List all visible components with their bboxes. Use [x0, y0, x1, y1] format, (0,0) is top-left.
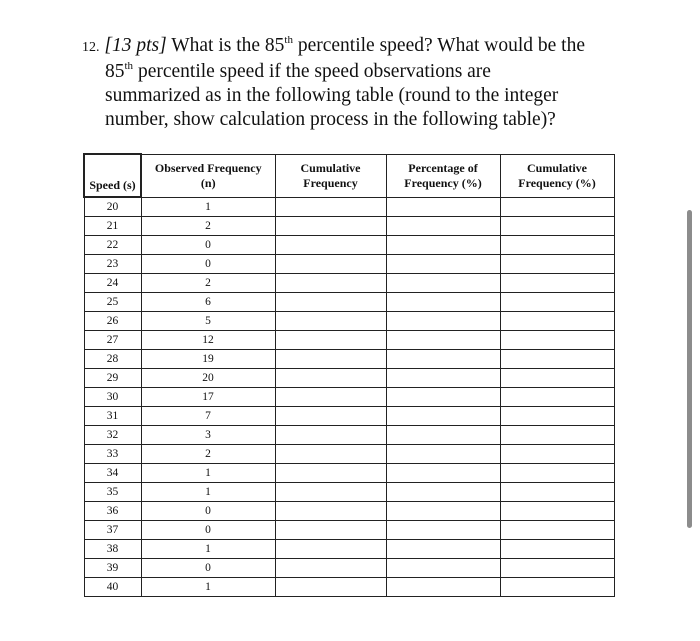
table-row [84, 255, 614, 274]
table-row [84, 559, 614, 578]
cell-observed-frequency: 1 [141, 464, 275, 483]
cell-observed-frequency: 1 [141, 197, 275, 217]
cell-speed: 20 [84, 197, 141, 217]
cell-cumulative-percentage[interactable] [500, 540, 614, 559]
cell-cumulative-frequency[interactable] [275, 293, 386, 312]
cell-percentage-frequency[interactable] [386, 426, 500, 445]
question-line-1-rest: percentile speed? What would be the [292, 35, 585, 56]
cell-cumulative-frequency[interactable] [275, 331, 386, 350]
cell-cumulative-percentage[interactable] [500, 197, 614, 217]
cell-speed: 25 [84, 293, 141, 312]
cell-observed-frequency: 0 [141, 236, 275, 255]
cell-cumulative-percentage[interactable] [500, 331, 614, 350]
cell-cumulative-frequency[interactable] [275, 559, 386, 578]
table-row [84, 312, 614, 331]
cell-observed-frequency: 1 [141, 578, 275, 597]
cell-percentage-frequency[interactable] [386, 540, 500, 559]
cell-observed-frequency: 0 [141, 502, 275, 521]
table-row [84, 445, 614, 464]
table-row [84, 502, 614, 521]
cell-cumulative-percentage[interactable] [500, 578, 614, 597]
cell-cumulative-frequency[interactable] [275, 483, 386, 502]
question-line-1 [82, 34, 642, 60]
cell-observed-frequency: 0 [141, 255, 275, 274]
table-row [84, 293, 614, 312]
cell-observed-frequency: 7 [141, 407, 275, 426]
cell-observed-frequency: 3 [141, 426, 275, 445]
cell-observed-frequency: 2 [141, 217, 275, 236]
cell-percentage-frequency[interactable] [386, 217, 500, 236]
question-line-2-num: 85 [105, 61, 125, 82]
cell-observed-frequency: 19 [141, 350, 275, 369]
table-header-row [84, 154, 614, 197]
table-row [84, 197, 614, 217]
question-line-1-text: What is the 85 [166, 35, 285, 56]
header-observed-frequency [141, 154, 275, 197]
cell-cumulative-percentage[interactable] [500, 255, 614, 274]
cell-observed-frequency: 0 [141, 559, 275, 578]
cell-percentage-frequency[interactable] [386, 236, 500, 255]
cell-cumulative-frequency[interactable] [275, 540, 386, 559]
cell-observed-frequency: 2 [141, 445, 275, 464]
table-row [84, 540, 614, 559]
superscript-th-2: th [124, 59, 134, 72]
header-percentage-line1: Percentage of [408, 160, 478, 175]
cell-percentage-frequency[interactable] [386, 350, 500, 369]
cell-cumulative-percentage[interactable] [500, 369, 614, 388]
cell-percentage-frequency[interactable] [386, 388, 500, 407]
cell-cumulative-percentage[interactable] [500, 350, 614, 369]
cell-percentage-frequency[interactable] [386, 369, 500, 388]
cell-speed: 31 [84, 407, 141, 426]
cell-speed: 29 [84, 369, 141, 388]
cell-cumulative-percentage[interactable] [500, 464, 614, 483]
question-line-2 [82, 60, 642, 84]
cell-observed-frequency: 20 [141, 369, 275, 388]
cell-cumulative-percentage[interactable] [500, 483, 614, 502]
cell-cumulative-frequency[interactable] [275, 521, 386, 540]
cell-percentage-frequency[interactable] [386, 312, 500, 331]
header-speed: Speed (s) [84, 154, 141, 197]
header-observed-line1: Observed Frequency [154, 160, 262, 175]
table-row [84, 236, 614, 255]
cell-cumulative-percentage[interactable] [500, 426, 614, 445]
cell-cumulative-frequency[interactable] [275, 445, 386, 464]
cell-percentage-frequency[interactable] [386, 559, 500, 578]
cell-cumulative-percentage[interactable] [500, 274, 614, 293]
question-points: [13 pts] [104, 35, 167, 56]
question-text [82, 34, 642, 132]
cell-cumulative-frequency[interactable] [275, 312, 386, 331]
header-cumpct-line1: Cumulative [527, 160, 587, 175]
header-observed-line2: (n) [200, 175, 216, 190]
cell-speed: 32 [84, 426, 141, 445]
cell-percentage-frequency[interactable] [386, 197, 500, 217]
question-number: 12. [82, 40, 100, 55]
cell-cumulative-frequency[interactable] [275, 578, 386, 597]
cell-speed: 40 [84, 578, 141, 597]
cell-speed: 22 [84, 236, 141, 255]
cell-cumulative-percentage[interactable] [500, 236, 614, 255]
cell-speed: 28 [84, 350, 141, 369]
table-row [84, 217, 614, 236]
cell-observed-frequency: 5 [141, 312, 275, 331]
table-row [84, 483, 614, 502]
cell-cumulative-frequency[interactable] [275, 217, 386, 236]
question-line-2-text: percentile speed if the speed observations are [133, 61, 491, 82]
cell-cumulative-frequency[interactable] [275, 369, 386, 388]
header-percentage-frequency [386, 154, 500, 197]
cell-cumulative-percentage[interactable] [500, 502, 614, 521]
cell-percentage-frequency[interactable] [386, 331, 500, 350]
cell-percentage-frequency[interactable] [386, 483, 500, 502]
cell-cumulative-percentage[interactable] [500, 388, 614, 407]
cell-speed: 36 [84, 502, 141, 521]
cell-speed: 39 [84, 559, 141, 578]
cell-observed-frequency: 2 [141, 274, 275, 293]
superscript-th: th [284, 33, 293, 46]
cell-percentage-frequency[interactable] [386, 274, 500, 293]
cell-percentage-frequency[interactable] [386, 293, 500, 312]
cell-percentage-frequency[interactable] [386, 521, 500, 540]
cell-cumulative-frequency[interactable] [275, 407, 386, 426]
cell-speed: 33 [84, 445, 141, 464]
cell-speed: 21 [84, 217, 141, 236]
table-body [84, 197, 614, 597]
table-row [84, 388, 614, 407]
cell-observed-frequency: 6 [141, 293, 275, 312]
cell-cumulative-frequency[interactable] [275, 350, 386, 369]
table-row [84, 407, 614, 426]
cell-observed-frequency: 12 [141, 331, 275, 350]
cell-cumulative-percentage[interactable] [500, 312, 614, 331]
table-row [84, 274, 614, 293]
header-cumulative-percentage [500, 154, 614, 197]
cell-percentage-frequency[interactable] [386, 445, 500, 464]
header-cumulative-line1: Cumulative [300, 160, 361, 175]
table-row [84, 350, 614, 369]
cell-speed: 37 [84, 521, 141, 540]
cell-percentage-frequency[interactable] [386, 407, 500, 426]
header-cumulative-line2: Frequency [303, 175, 358, 190]
cell-observed-frequency: 17 [141, 388, 275, 407]
scrollbar-thumb[interactable] [687, 210, 692, 528]
cell-speed: 24 [84, 274, 141, 293]
header-cumpct-line2: Frequency (%) [518, 175, 596, 190]
cell-speed: 35 [84, 483, 141, 502]
table-row [84, 331, 614, 350]
cell-percentage-frequency[interactable] [386, 464, 500, 483]
cell-speed: 26 [84, 312, 141, 331]
header-cumulative-frequency [275, 154, 386, 197]
cell-cumulative-percentage[interactable] [500, 217, 614, 236]
header-percentage-line2: Frequency (%) [404, 175, 482, 190]
cell-percentage-frequency[interactable] [386, 502, 500, 521]
cell-cumulative-frequency[interactable] [275, 426, 386, 445]
cell-observed-frequency: 0 [141, 521, 275, 540]
cell-percentage-frequency[interactable] [386, 578, 500, 597]
cell-cumulative-frequency[interactable] [275, 464, 386, 483]
cell-cumulative-percentage[interactable] [500, 293, 614, 312]
table-row [84, 464, 614, 483]
table-row [84, 426, 614, 445]
cell-cumulative-percentage[interactable] [500, 559, 614, 578]
cell-observed-frequency: 1 [141, 483, 275, 502]
cell-speed: 34 [84, 464, 141, 483]
cell-cumulative-frequency[interactable] [275, 274, 386, 293]
question-line-3: summarized as in the following table (round to the integer [105, 85, 559, 106]
cell-observed-frequency: 1 [141, 540, 275, 559]
table-row [84, 369, 614, 388]
cell-cumulative-frequency[interactable] [275, 502, 386, 521]
table-row [84, 578, 614, 597]
cell-speed: 27 [84, 331, 141, 350]
table-row [84, 521, 614, 540]
cell-speed: 23 [84, 255, 141, 274]
cell-speed: 38 [84, 540, 141, 559]
cell-cumulative-frequency[interactable] [275, 236, 386, 255]
cell-cumulative-percentage[interactable] [500, 407, 614, 426]
cell-cumulative-frequency[interactable] [275, 388, 386, 407]
cell-cumulative-percentage[interactable] [500, 521, 614, 540]
cell-cumulative-percentage[interactable] [500, 445, 614, 464]
cell-cumulative-frequency[interactable] [275, 255, 386, 274]
cell-cumulative-frequency[interactable] [275, 197, 386, 217]
cell-speed: 30 [84, 388, 141, 407]
frequency-table [83, 153, 615, 597]
question-line-4: number, show calculation process in the following table)? [105, 109, 556, 130]
cell-percentage-frequency[interactable] [386, 255, 500, 274]
